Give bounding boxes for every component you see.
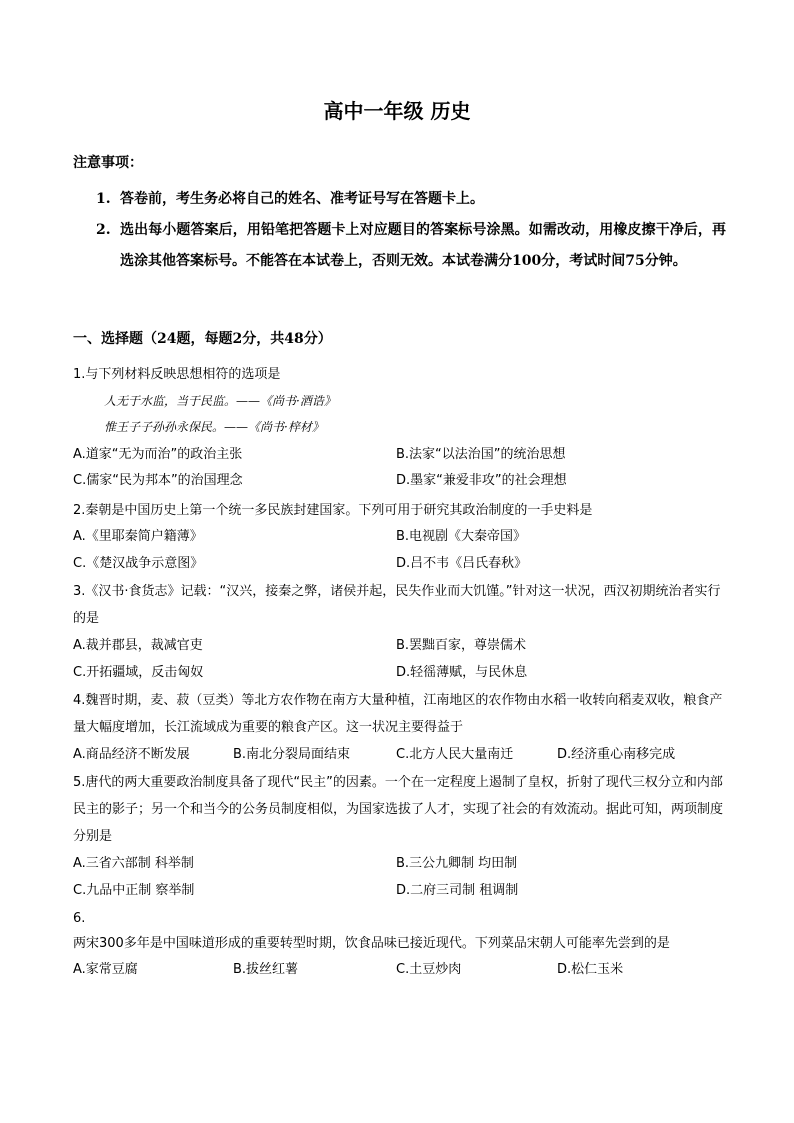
option-a: A.道家“无为而治”的政治主张	[73, 447, 243, 462]
question-stem: 两宋300多年是中国味道形成的重要转型时期，饮食品味已接近现代。下列菜品宋朝人可能率先尝到的是	[73, 936, 670, 951]
quote-line: 惟王子子孙孙永保民。——《尚书·梓材》	[104, 420, 324, 434]
option-b: B.三公九卿制 均田制	[396, 856, 518, 871]
note-item	[96, 215, 726, 277]
question-stem: 5.唐代的两大重要政治制度具备了现代“民主”的因素。一个在一定程度上遏制了皇权，折射了现代三权分立和内部民主的影子；另一个和当今的公务员制度相似，为国家选拔了人才，实现了社会的有效流动。据此可知，两项制度分别是	[73, 775, 724, 844]
option-b: B.电视剧《大秦帝国》	[396, 529, 527, 544]
question-number: 6.	[73, 911, 86, 926]
option-b: B.罢黜百家，尊崇儒术	[396, 638, 527, 653]
option-d: D.二府三司制 租调制	[396, 883, 519, 898]
option-c: C.土豆炒肉	[396, 962, 462, 977]
option-a: A.裁并郡县，裁减官吏	[73, 638, 203, 653]
option-a: A.三省六部制 科举制	[73, 856, 194, 871]
note-number: 2.	[96, 222, 111, 238]
option-a: A.商品经济不断发展	[73, 747, 190, 762]
note-text: 选出每小题答案后，用铅笔把答题卡上对应题目的答案标号涂黑。如需改动，用橡皮擦干净后，再选涂其他答案标号。不能答在本试卷上，否则无效。本试卷满分100分，考试时间75分钟。	[120, 222, 726, 269]
note-text: 答卷前，考生务必将自己的姓名、准考证号写在答题卡上。	[120, 191, 484, 207]
option-d: D.松仁玉米	[557, 962, 624, 977]
section-heading: 一、选择题（24题，每题2分，共48分）	[73, 331, 332, 347]
option-c: C.北方人民大量南迁	[396, 747, 514, 762]
option-b: B.南北分裂局面结束	[233, 747, 351, 762]
question-stem: 1.与下列材料反映思想相符的选项是	[73, 367, 281, 382]
question-stem: 3.《汉书·食货志》记载：“汉兴，接秦之弊，诸侯并起，民失作业而大饥馑。”针对这一状况，西汉初期统治者实行的是	[73, 584, 721, 626]
option-c: C.儒家“民为邦本”的治国理念	[73, 473, 243, 488]
option-c: C.开拓疆域，反击匈奴	[73, 665, 204, 680]
question-stem: 4.魏晋时期，麦、菽（豆类）等北方农作物在南方大量种植，江南地区的农作物由水稻一收转向稻麦双收，粮食产量大幅度增加，长江流域成为重要的粮食产区。这一状况主要得益于	[73, 693, 723, 735]
note-number: 1.	[96, 191, 111, 207]
option-b: B.拔丝红薯	[233, 962, 299, 977]
quote-line: 人无于水监，当于民监。——《尚书·酒诰》	[104, 394, 336, 408]
option-d: D.吕不韦《吕氏春秋》	[396, 556, 528, 571]
option-b: B.法家“以法治国”的统治思想	[396, 447, 566, 462]
option-c: C.九品中正制 察举制	[73, 883, 195, 898]
note-item	[96, 184, 726, 215]
question-stem: 2.秦朝是中国历史上第一个统一多民族封建国家。下列可用于研究其政治制度的一手史料是	[73, 503, 593, 518]
option-a: A.家常豆腐	[73, 962, 138, 977]
option-c: C.《楚汉战争示意图》	[73, 556, 204, 571]
option-d: D.墨家“兼爱非攻”的社会理想	[396, 473, 567, 488]
option-a: A.《里耶秦简户籍薄》	[73, 529, 203, 544]
option-d: D.轻徭薄赋，与民休息	[396, 665, 528, 680]
option-d: D.经济重心南移完成	[557, 747, 676, 762]
page-title: 高中一年级 历史	[323, 99, 471, 123]
notes-heading: 注意事项：	[73, 155, 143, 171]
